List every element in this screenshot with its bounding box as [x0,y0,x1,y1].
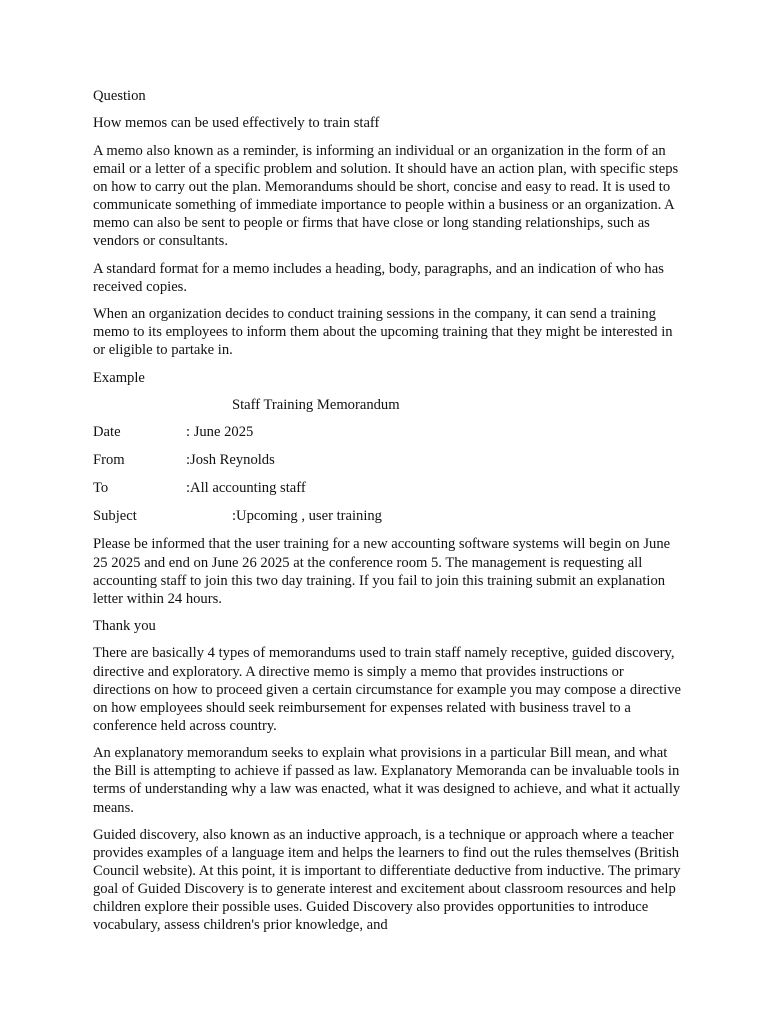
paragraph: A memo also known as a reminder, is informing an individual or an organization in the form of an email or a letter of a specific problem and solution. It should have an action plan, with specific steps on how to carry out the plan. Memorandums should be short, concise and easy to read. It is used to communicate something of immediate importance to people within a business or an organization. A memo can also be sent to people or firms that have close or long standing relationships, such as vendors or consultants. [93,142,679,250]
paragraph: Guided discovery, also known as an inductive approach, is a technique or approach where a teacher provides examples of a language item and helps the learners to find out the rules themselves (British Council website). At this point, it is important to differentiate deductive from inductive. The primary goal of Guided Discovery is to generate interest and excitement about classroom resources and help children explore their possible uses. Guided Discovery also provides opportunities to introduce vocabulary, assess children's prior knowledge, and [93,826,681,934]
memo-date-label: Date [93,424,121,441]
document-page [93,87,683,944]
memo-from-label: From [93,452,125,469]
memo-from-row [93,451,683,469]
paragraph: When an organization decides to conduct training sessions in the company, it can send a training memo to its employees to inform them about the upcoming training that they might be interested in or eligible to partake in. [93,306,673,359]
paragraph: An explanatory memorandum seeks to explain what provisions in a particular Bill mean, and what the Bill is attempting to achieve if passed as law. Explanatory Memoranda can be invaluable tools in terms of understanding why a law was enacted, what it was designed to achieve, and what it actually means. [93,745,681,816]
memo-subject-row [93,507,683,525]
memo-title: Staff Training Memorandum [232,397,400,414]
memo-subject-value: :Upcoming , user training [232,508,382,525]
example-label: Example [93,369,145,386]
memo-date-row [93,423,683,441]
memo-from-value: :Josh Reynolds [186,452,275,469]
memo-to-value: :All accounting staff [186,480,306,497]
memo-date-value: : June 2025 [186,424,254,441]
memo-subject-label: Subject [93,508,137,525]
question: How memos can be used effectively to train staff [93,115,380,132]
memo-body: Please be informed that the user training for a new accounting software systems will begin on June 25 2025 and end on June 26 2025 at the conference room 5. The management is requesting all accounting staff to join this two day training. If you fail to join this training submit an explanation letter within 24 hours. [93,536,671,607]
memo-closing: Thank you [93,618,156,635]
paragraph: There are basically 4 types of memorandums used to train staff namely receptive, guided discovery, directive and exploratory. A directive memo is simply a memo that provides instructions or directions on how to proceed given a certain circumstance for example you may compose a directive on how employees should seek reimbursement for expenses related with business travel to a conference held across country. [93,645,681,734]
memo-to-row [93,479,683,497]
paragraph: A standard format for a memo includes a heading, body, paragraphs, and an indication of who has received copies. [93,260,664,295]
memo-to-label: To [93,480,109,497]
heading: Question [93,88,146,104]
